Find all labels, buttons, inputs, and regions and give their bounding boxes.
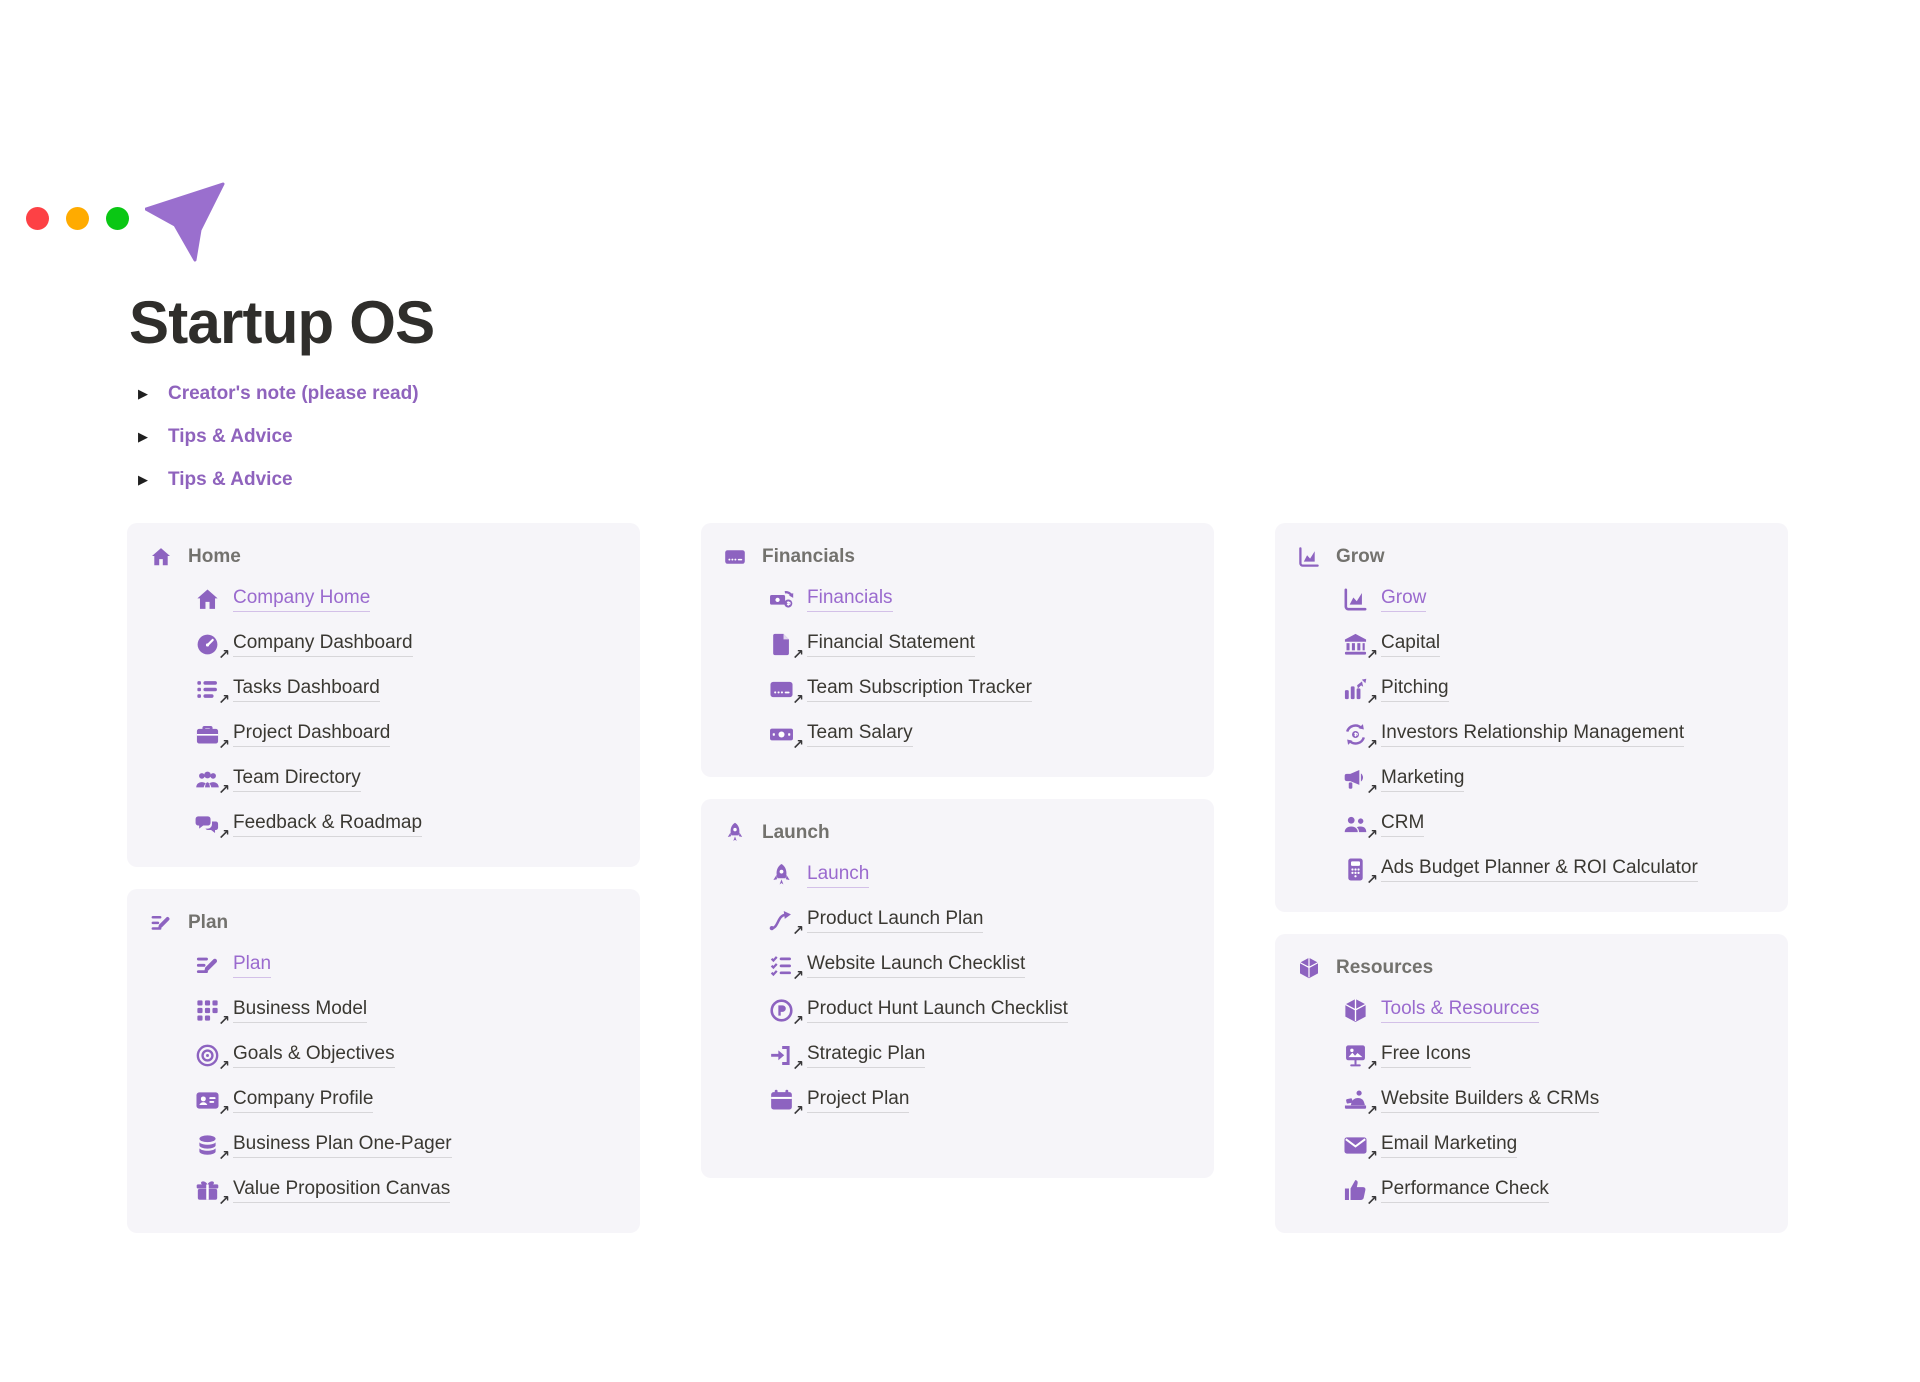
item-label: Project Dashboard xyxy=(233,722,390,747)
item-icon-wrap xyxy=(1342,766,1378,798)
gauge-icon xyxy=(194,631,221,658)
item-label: Goals & Objectives xyxy=(233,1043,395,1068)
link-company-home[interactable] xyxy=(194,577,370,622)
card-plan-items xyxy=(194,943,616,1213)
item-label: Pitching xyxy=(1381,677,1449,702)
item-label: Website Launch Checklist xyxy=(807,953,1025,978)
rocket-icon xyxy=(723,821,747,845)
document-icon xyxy=(768,631,795,658)
link-strategic-plan[interactable] xyxy=(768,1033,925,1078)
card-home xyxy=(127,523,640,867)
link-capital[interactable] xyxy=(1342,622,1440,667)
link-project-dashboard[interactable] xyxy=(194,712,390,757)
link-value-proposition-canvas[interactable] xyxy=(194,1168,450,1213)
link-website-builders-crms[interactable] xyxy=(1342,1078,1599,1123)
item-icon-wrap xyxy=(194,676,230,708)
board-column-0 xyxy=(127,523,640,1233)
link-financial-statement[interactable] xyxy=(768,622,975,667)
item-label: Value Proposition Canvas xyxy=(233,1178,450,1203)
card-financials-header xyxy=(723,539,1190,575)
item-label: Performance Check xyxy=(1381,1178,1549,1203)
calendar-icon xyxy=(768,1087,795,1114)
item-icon-wrap xyxy=(1342,721,1378,753)
item-label: Launch xyxy=(807,863,869,888)
external-arrow-icon: ↗ xyxy=(1366,827,1378,843)
item-label: Company Dashboard xyxy=(233,632,413,657)
item-label: Feedback & Roadmap xyxy=(233,812,422,837)
card-launch xyxy=(701,799,1214,1178)
toggle-list xyxy=(138,372,1920,501)
external-arrow-icon: ↗ xyxy=(218,1103,230,1119)
external-arrow-icon: ↗ xyxy=(1366,737,1378,753)
window-zoom-button[interactable] xyxy=(106,207,129,230)
item-icon-wrap xyxy=(194,997,230,1029)
item-label: Tools & Resources xyxy=(1381,998,1539,1023)
product-hunt-icon xyxy=(768,997,795,1024)
item-icon-wrap xyxy=(194,631,230,663)
toggle-triangle-icon: ▶ xyxy=(138,428,148,444)
item-label: CRM xyxy=(1381,812,1424,837)
external-arrow-icon: ↗ xyxy=(792,968,804,984)
external-arrow-icon: ↗ xyxy=(218,737,230,753)
item-label: Grow xyxy=(1381,587,1426,612)
link-team-subscription-tracker[interactable] xyxy=(768,667,1032,712)
external-arrow-icon: ↗ xyxy=(792,923,804,939)
item-label: Free Icons xyxy=(1381,1043,1471,1068)
external-arrow-icon: ↗ xyxy=(1366,1193,1378,1209)
card-resources-header xyxy=(1297,950,1764,986)
link-grow[interactable] xyxy=(1342,577,1426,622)
link-crm[interactable] xyxy=(1342,802,1424,847)
compose-icon xyxy=(149,911,173,935)
link-project-plan[interactable] xyxy=(768,1078,909,1123)
envelope-icon xyxy=(1342,1132,1369,1159)
rocket-icon xyxy=(768,862,795,889)
toggle-creators-note[interactable] xyxy=(138,372,419,415)
external-arrow-icon: ↗ xyxy=(792,692,804,708)
link-product-hunt-launch-checklist[interactable] xyxy=(768,988,1068,1033)
link-tasks-dashboard[interactable] xyxy=(194,667,380,712)
item-icon-wrap xyxy=(194,1087,230,1119)
item-icon-wrap xyxy=(1342,811,1378,843)
card-grow xyxy=(1275,523,1788,912)
external-arrow-icon: ↗ xyxy=(792,647,804,663)
item-icon-wrap xyxy=(1342,586,1369,613)
link-performance-check[interactable] xyxy=(1342,1168,1549,1213)
link-email-marketing[interactable] xyxy=(1342,1123,1517,1168)
home-icon xyxy=(149,545,173,569)
external-arrow-icon: ↗ xyxy=(218,647,230,663)
card-plan-header xyxy=(149,905,616,941)
chart-up-icon xyxy=(1342,676,1369,703)
card-plan xyxy=(127,889,640,1233)
external-arrow-icon: ↗ xyxy=(1366,1148,1378,1164)
window-controls xyxy=(26,207,129,230)
item-icon-wrap xyxy=(768,721,804,753)
board-column-2 xyxy=(1275,523,1788,1233)
external-arrow-icon: ↗ xyxy=(218,1013,230,1029)
item-label: Tasks Dashboard xyxy=(233,677,380,702)
link-goals-objectives[interactable] xyxy=(194,1033,395,1078)
link-feedback-roadmap[interactable] xyxy=(194,802,422,847)
card-launch-items xyxy=(768,853,1190,1123)
item-icon-wrap xyxy=(768,862,795,889)
item-icon-wrap xyxy=(768,952,804,984)
external-arrow-icon: ↗ xyxy=(1366,1058,1378,1074)
link-plan[interactable] xyxy=(194,943,271,988)
toggle-tips-advice-2[interactable] xyxy=(138,458,293,501)
chat-icon xyxy=(194,811,221,838)
toggle-triangle-icon: ▶ xyxy=(138,385,148,401)
page-title: Startup OS xyxy=(129,289,435,356)
item-icon-wrap xyxy=(768,586,795,613)
checklist-icon xyxy=(768,952,795,979)
link-website-launch-checklist[interactable] xyxy=(768,943,1025,988)
home-icon xyxy=(194,586,221,613)
website-builder-icon xyxy=(1342,1087,1369,1114)
item-icon-wrap xyxy=(768,676,804,708)
item-icon-wrap xyxy=(194,721,230,753)
task-list-icon xyxy=(194,676,221,703)
item-label: Website Builders & CRMs xyxy=(1381,1088,1599,1113)
paper-plane-icon xyxy=(145,182,225,262)
grid-icon xyxy=(194,997,221,1024)
route-icon xyxy=(768,907,795,934)
item-icon-wrap xyxy=(768,1087,804,1119)
card-financials-items xyxy=(768,577,1190,757)
item-icon-wrap xyxy=(194,952,221,979)
external-arrow-icon: ↗ xyxy=(218,782,230,798)
credit-card-icon xyxy=(768,676,795,703)
item-label: Business Plan One-Pager xyxy=(233,1133,452,1158)
link-free-icons[interactable] xyxy=(1342,1033,1471,1078)
item-icon-wrap xyxy=(1342,856,1378,888)
item-icon-wrap xyxy=(768,631,804,663)
item-icon-wrap xyxy=(1342,631,1378,663)
card-home-items xyxy=(194,577,616,847)
item-label: Project Plan xyxy=(807,1088,909,1113)
link-company-profile[interactable] xyxy=(194,1078,373,1123)
card-financials xyxy=(701,523,1214,777)
megaphone-icon xyxy=(1342,766,1369,793)
external-arrow-icon: ↗ xyxy=(218,1148,230,1164)
card-title: Financials xyxy=(762,546,855,567)
card-grow-items xyxy=(1342,577,1764,892)
board-column-1 xyxy=(701,523,1214,1178)
item-label: Team Subscription Tracker xyxy=(807,677,1032,702)
link-business-model[interactable] xyxy=(194,988,367,1033)
card-title: Plan xyxy=(188,912,229,933)
item-icon-wrap xyxy=(1342,676,1378,708)
card-title: Grow xyxy=(1336,546,1385,567)
card-title: Home xyxy=(188,546,241,567)
item-icon-wrap xyxy=(1342,1132,1378,1164)
card-resources xyxy=(1275,934,1788,1233)
item-icon-wrap xyxy=(194,586,221,613)
link-investors-relationship-management[interactable] xyxy=(1342,712,1684,757)
cards-board xyxy=(127,523,1788,1233)
item-label: Company Home xyxy=(233,587,370,612)
external-arrow-icon: ↗ xyxy=(1366,1103,1378,1119)
item-label: Financials xyxy=(807,587,893,612)
toggle-label: Creator's note (please read) xyxy=(168,382,419,404)
bank-icon xyxy=(1342,631,1369,658)
item-label: Ads Budget Planner & ROI Calculator xyxy=(1381,857,1698,882)
area-chart-icon xyxy=(1342,586,1369,613)
briefcase-icon xyxy=(194,721,221,748)
link-company-dashboard[interactable] xyxy=(194,622,413,667)
item-label: Business Model xyxy=(233,998,367,1023)
card-grow-header xyxy=(1297,539,1764,575)
item-label: Product Hunt Launch Checklist xyxy=(807,998,1068,1023)
card-title: Resources xyxy=(1336,957,1434,978)
link-financials[interactable] xyxy=(768,577,893,622)
box-icon xyxy=(1297,956,1321,980)
link-team-salary[interactable] xyxy=(768,712,913,757)
link-marketing[interactable] xyxy=(1342,757,1464,802)
external-arrow-icon: ↗ xyxy=(792,737,804,753)
link-product-launch-plan[interactable] xyxy=(768,898,983,943)
external-arrow-icon: ↗ xyxy=(218,692,230,708)
window-close-button[interactable] xyxy=(26,207,49,230)
external-arrow-icon: ↗ xyxy=(1366,647,1378,663)
card-title: Launch xyxy=(762,822,830,843)
external-arrow-icon: ↗ xyxy=(1366,872,1378,888)
calculator-icon xyxy=(1342,856,1369,883)
card-resources-items xyxy=(1342,988,1764,1213)
link-ads-budget-planner-roi-calculator[interactable] xyxy=(1342,847,1698,892)
item-icon-wrap xyxy=(768,997,804,1029)
sign-in-icon xyxy=(768,1042,795,1069)
link-tools-resources[interactable] xyxy=(1342,988,1539,1033)
item-label: Investors Relationship Management xyxy=(1381,722,1684,747)
item-icon-wrap xyxy=(768,907,804,939)
external-arrow-icon: ↗ xyxy=(218,1058,230,1074)
toggle-triangle-icon: ▶ xyxy=(138,471,148,487)
link-business-plan-one-pager[interactable] xyxy=(194,1123,452,1168)
link-team-directory[interactable] xyxy=(194,757,361,802)
item-label: Strategic Plan xyxy=(807,1043,925,1068)
item-label: Plan xyxy=(233,953,271,978)
item-icon-wrap xyxy=(1342,1087,1378,1119)
item-icon-wrap xyxy=(194,1132,230,1164)
image-stand-icon xyxy=(1342,1042,1369,1069)
box-icon xyxy=(1342,997,1369,1024)
external-arrow-icon: ↗ xyxy=(1366,692,1378,708)
item-label: Team Directory xyxy=(233,767,361,792)
money-exchange-icon xyxy=(768,586,795,613)
link-pitching[interactable] xyxy=(1342,667,1449,712)
credit-card-icon xyxy=(723,545,747,569)
item-label: Financial Statement xyxy=(807,632,975,657)
users-icon xyxy=(1342,811,1369,838)
card-launch-header xyxy=(723,815,1190,851)
toggle-label: Tips & Advice xyxy=(168,468,293,490)
team-icon xyxy=(194,766,221,793)
item-icon-wrap xyxy=(194,811,230,843)
external-arrow-icon: ↗ xyxy=(1366,782,1378,798)
item-label: Team Salary xyxy=(807,722,913,747)
item-label: Email Marketing xyxy=(1381,1133,1517,1158)
id-card-icon xyxy=(194,1087,221,1114)
target-icon xyxy=(194,1042,221,1069)
item-icon-wrap xyxy=(194,1042,230,1074)
external-arrow-icon: ↗ xyxy=(792,1103,804,1119)
link-launch[interactable] xyxy=(768,853,869,898)
external-arrow-icon: ↗ xyxy=(792,1013,804,1029)
currency-exchange-icon xyxy=(1342,721,1369,748)
item-label: Company Profile xyxy=(233,1088,373,1113)
external-arrow-icon: ↗ xyxy=(218,1193,230,1209)
item-label: Product Launch Plan xyxy=(807,908,983,933)
item-label: Capital xyxy=(1381,632,1440,657)
coins-icon xyxy=(194,1132,221,1159)
item-label: Marketing xyxy=(1381,767,1464,792)
external-arrow-icon: ↗ xyxy=(218,827,230,843)
compose-icon xyxy=(194,952,221,979)
item-icon-wrap xyxy=(1342,997,1369,1024)
external-arrow-icon: ↗ xyxy=(792,1058,804,1074)
item-icon-wrap xyxy=(1342,1042,1378,1074)
window-minimize-button[interactable] xyxy=(66,207,89,230)
area-chart-icon xyxy=(1297,545,1321,569)
banknote-icon xyxy=(768,721,795,748)
toggle-label: Tips & Advice xyxy=(168,425,293,447)
item-icon-wrap xyxy=(768,1042,804,1074)
card-home-header xyxy=(149,539,616,575)
toggle-tips-advice-1[interactable] xyxy=(138,415,293,458)
item-icon-wrap xyxy=(194,766,230,798)
